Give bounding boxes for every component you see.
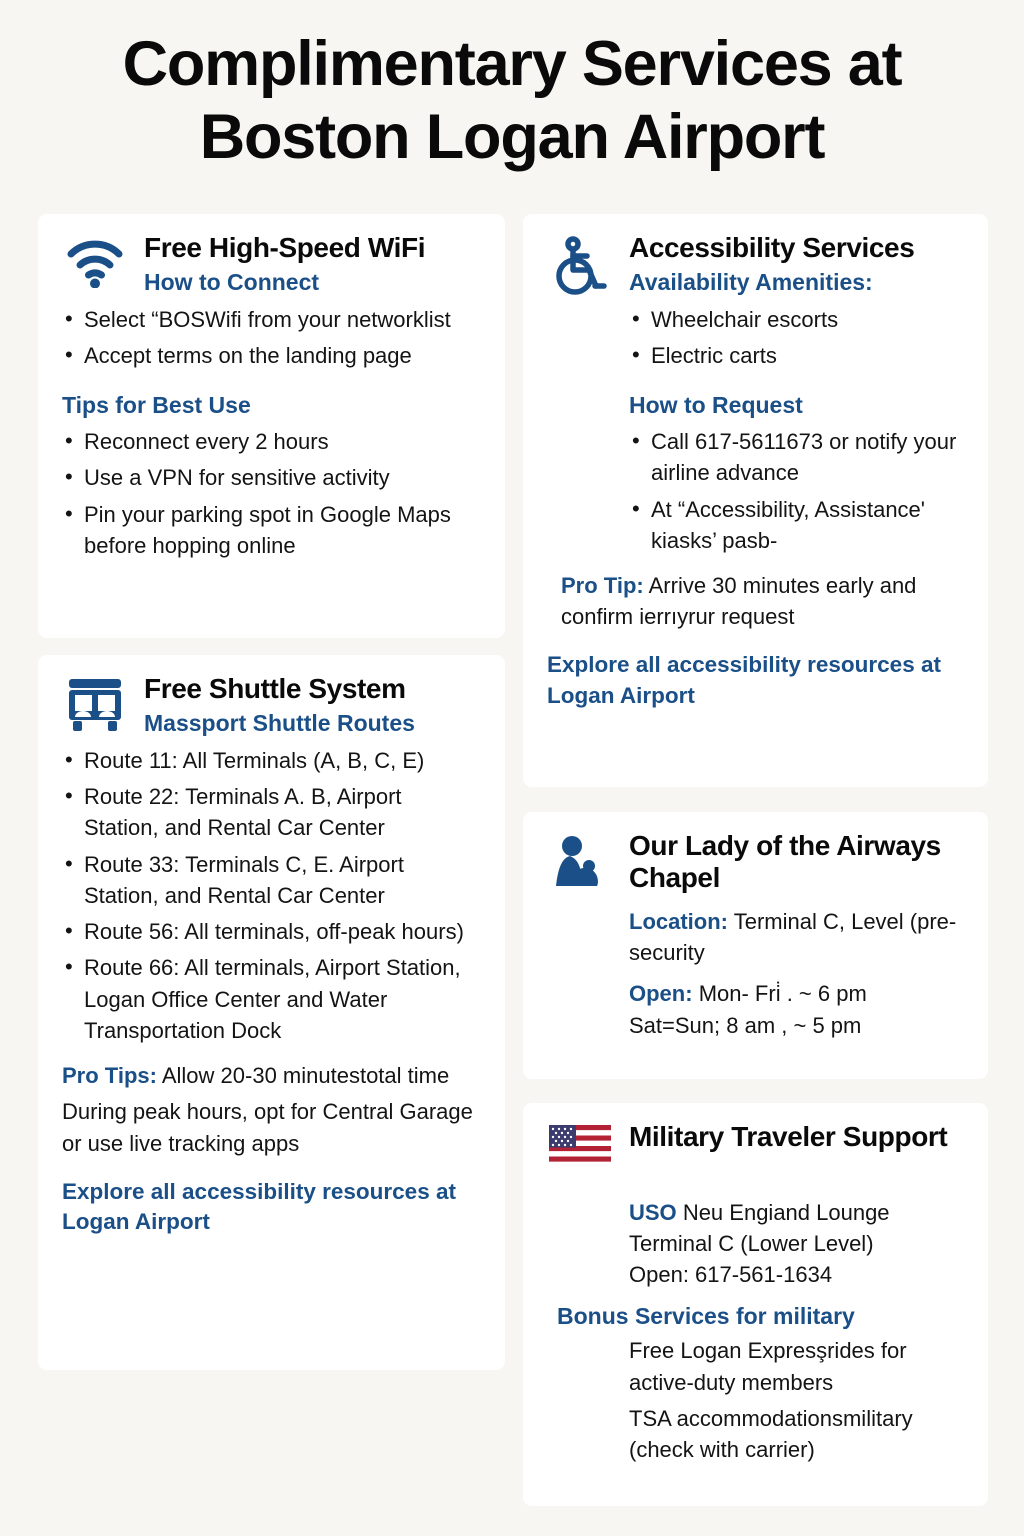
chapel-hours-weekend: Sat=Sun; 8 am , ~ 5 pm bbox=[629, 1012, 862, 1038]
section-heading-availability: Availability Amenities: bbox=[629, 269, 873, 296]
shuttle-pro-tips bbox=[62, 1060, 481, 1091]
list-item: • Call 617-5611673 or notify your airline advance bbox=[629, 426, 964, 488]
card-chapel bbox=[523, 812, 988, 1079]
card-title: Free High-Speed WiFi bbox=[144, 232, 426, 263]
shuttle-pro-tips-line2: During peak hours, opt for Central Garage or use live tracking apps bbox=[62, 1099, 473, 1156]
uso-value: Neu Engiand Lounge bbox=[682, 1200, 890, 1225]
card-free-wifi bbox=[38, 214, 505, 638]
card-header bbox=[547, 1121, 964, 1187]
wheelchair-icon bbox=[547, 232, 613, 298]
list-item: Free Logan Expresşrides for active-duty members bbox=[629, 1338, 907, 1395]
pro-tips-label: Pro Tips: bbox=[62, 1063, 157, 1089]
list-item: TSA accommodationsmilitary (check with carrier) bbox=[629, 1405, 913, 1462]
pro-tip-text: Arrive 30 minutes early and confirm ierrıyrur request bbox=[561, 573, 917, 630]
tips-list bbox=[62, 426, 481, 561]
list-item: • Route 33: Terminals C, E. Airport Station, and Rental Car Center bbox=[62, 849, 481, 911]
card-header bbox=[547, 232, 964, 298]
list-item: • At “Accessibility, Assistance' kiasks’ pasb- bbox=[629, 494, 964, 556]
list-item: • Use a VPN for sensitive activity bbox=[62, 462, 481, 493]
list-item: • Select “BOSWifi from your networklist bbox=[62, 304, 481, 335]
how-to-request-list bbox=[629, 426, 964, 556]
pro-tips-text: Allow 20-30 minutestotal time bbox=[161, 1063, 450, 1089]
card-title: Free Shuttle System bbox=[144, 673, 406, 704]
list-item: • Route 56: All terminals, off-peak hours) bbox=[62, 916, 481, 947]
card-title: Military Traveler Support bbox=[629, 1121, 948, 1152]
uso-lounge bbox=[629, 1197, 964, 1228]
card-header bbox=[62, 673, 481, 739]
list-item: • Reconnect every 2 hours bbox=[62, 426, 481, 457]
pro-tip-label: Pro Tip: bbox=[561, 573, 644, 598]
uso-open: Open: 617-561-1634 bbox=[629, 1262, 833, 1288]
list-item: • Wheelchair escorts bbox=[629, 304, 964, 335]
shuttle-routes-list bbox=[62, 745, 481, 1046]
card-free-shuttle bbox=[38, 655, 505, 1370]
card-accessibility-services bbox=[523, 214, 988, 787]
chapel-hours bbox=[629, 978, 964, 1009]
bus-icon bbox=[62, 673, 128, 739]
bonus-services-list bbox=[629, 1335, 964, 1465]
section-heading-tips-for-best-use: Tips for Best Use bbox=[62, 392, 251, 419]
card-title: Our Lady of the Airways Chapel bbox=[629, 830, 941, 894]
list-item: • Pin your parking spot in Google Maps before hopping online bbox=[62, 499, 481, 561]
list-item: • Route 11: All Terminals (A, B, C, E) bbox=[62, 745, 481, 776]
accessibility-pro-tip bbox=[561, 570, 964, 632]
section-heading-how-to-connect: How to Connect bbox=[144, 269, 320, 296]
open-value: Mon- Fri̇ . ~ 6 pm bbox=[698, 981, 867, 1007]
us-flag-icon bbox=[547, 1121, 613, 1187]
list-item: • Route 66: All terminals, Airport Station, Logan Office Center and Water Transportation Dock bbox=[62, 952, 481, 1046]
praying-person-icon bbox=[547, 830, 613, 896]
accessibility-resources-link[interactable]: Explore all accessibility resources at Logan Airport bbox=[547, 652, 941, 708]
shuttle-accessibility-link[interactable]: Explore all accessibility resources at Logan Airport bbox=[62, 1178, 456, 1235]
uso-location: Terminal C (Lower Level) bbox=[629, 1231, 874, 1257]
section-heading-bonus-services: Bonus Services for military bbox=[557, 1302, 855, 1329]
card-header bbox=[547, 830, 964, 896]
location-value: Terminal C, Level (pre-security bbox=[629, 909, 957, 966]
list-item: • Route 22: Terminals A. B, Airport Station, and Rental Car Center bbox=[62, 781, 481, 843]
card-title: Accessibility Services bbox=[629, 232, 915, 263]
list-item: • Electric carts bbox=[629, 340, 964, 371]
section-heading-shuttle-routes: Massport Shuttle Routes bbox=[144, 710, 415, 737]
wifi-icon bbox=[62, 232, 128, 298]
amenities-list bbox=[629, 304, 964, 371]
open-label: Open: bbox=[629, 981, 693, 1007]
section-heading-how-to-request: How to Request bbox=[629, 392, 803, 419]
how-to-connect-list bbox=[62, 304, 481, 371]
location-label: Location: bbox=[629, 909, 728, 934]
list-item: • Accept terms on the landing page bbox=[62, 340, 481, 371]
chapel-location bbox=[629, 906, 964, 968]
card-military-support bbox=[523, 1103, 988, 1506]
uso-label: USO bbox=[629, 1200, 677, 1225]
card-header bbox=[62, 232, 481, 298]
page-title: Complimentary Services at Boston Logan Airport bbox=[122, 29, 902, 173]
